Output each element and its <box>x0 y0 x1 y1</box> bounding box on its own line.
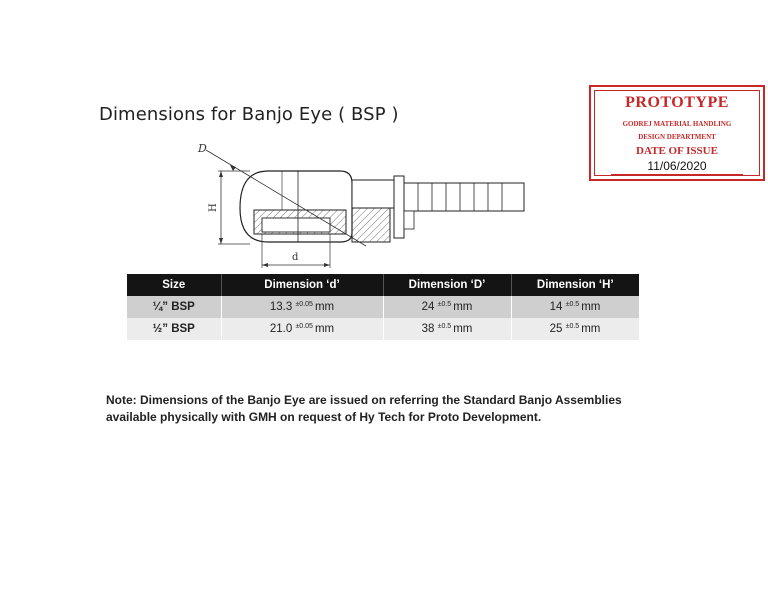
value: 25 <box>549 323 563 335</box>
header-dimension-H: Dimension ‘H’ <box>511 274 639 296</box>
label-d: d <box>292 252 299 263</box>
unit: mm <box>581 323 601 335</box>
tolerance: ±0.5 <box>565 323 580 330</box>
value: 14 <box>549 301 563 313</box>
header-size: Size <box>127 274 221 296</box>
value: 24 <box>421 301 435 313</box>
value: 21.0 <box>269 323 293 335</box>
stamp-date-label: DATE OF ISSUE <box>636 145 718 157</box>
note-text <box>106 392 666 426</box>
label-H: H <box>208 203 219 212</box>
stamp-date: 11/06/2020 <box>611 159 743 175</box>
banjo-eye-drawing <box>190 138 540 270</box>
tolerance: ±0.05 <box>295 323 313 330</box>
note-line-2: available physically with GMH on request of Hy Tech for Proto Development. <box>106 410 542 424</box>
cell-dimension-D <box>383 296 511 318</box>
stamp-company: GODREJ MATERIAL HANDLING <box>622 120 732 128</box>
unit: mm <box>453 323 473 335</box>
cell-dimension-D <box>383 318 511 340</box>
cell-dimension-d <box>221 296 383 318</box>
cell-size: ¼” BSP <box>127 296 221 318</box>
unit: mm <box>581 301 601 313</box>
cell-dimension-H <box>511 296 639 318</box>
unit: mm <box>453 301 473 313</box>
value: 38 <box>421 323 435 335</box>
stamp-department: DESIGN DEPARTMENT <box>638 133 716 141</box>
tolerance: ±0.05 <box>295 301 313 308</box>
cell-size: ½” BSP <box>127 318 221 340</box>
label-D: D <box>198 142 207 155</box>
header-dimension-d: Dimension ‘d’ <box>221 274 383 296</box>
tolerance: ±0.5 <box>437 301 452 308</box>
cell-dimension-H <box>511 318 639 340</box>
note-line-1: Note: Dimensions of the Banjo Eye are issued on referring the Standard Banjo Assemblies <box>106 393 622 407</box>
dimensions-table <box>127 274 640 340</box>
tolerance: ±0.5 <box>565 301 580 308</box>
unit: mm <box>314 301 335 313</box>
value: 13.3 <box>269 301 293 313</box>
tolerance: ±0.5 <box>437 323 452 330</box>
table-row <box>127 296 639 318</box>
stamp-title: PROTOTYPE <box>625 94 729 111</box>
page-title: Dimensions for Banjo Eye ( BSP ) <box>99 104 399 125</box>
table-header-row <box>127 274 639 296</box>
prototype-stamp <box>589 85 765 181</box>
table-row <box>127 318 639 340</box>
cell-dimension-d <box>221 318 383 340</box>
unit: mm <box>314 323 335 335</box>
header-dimension-D: Dimension ‘D’ <box>383 274 511 296</box>
